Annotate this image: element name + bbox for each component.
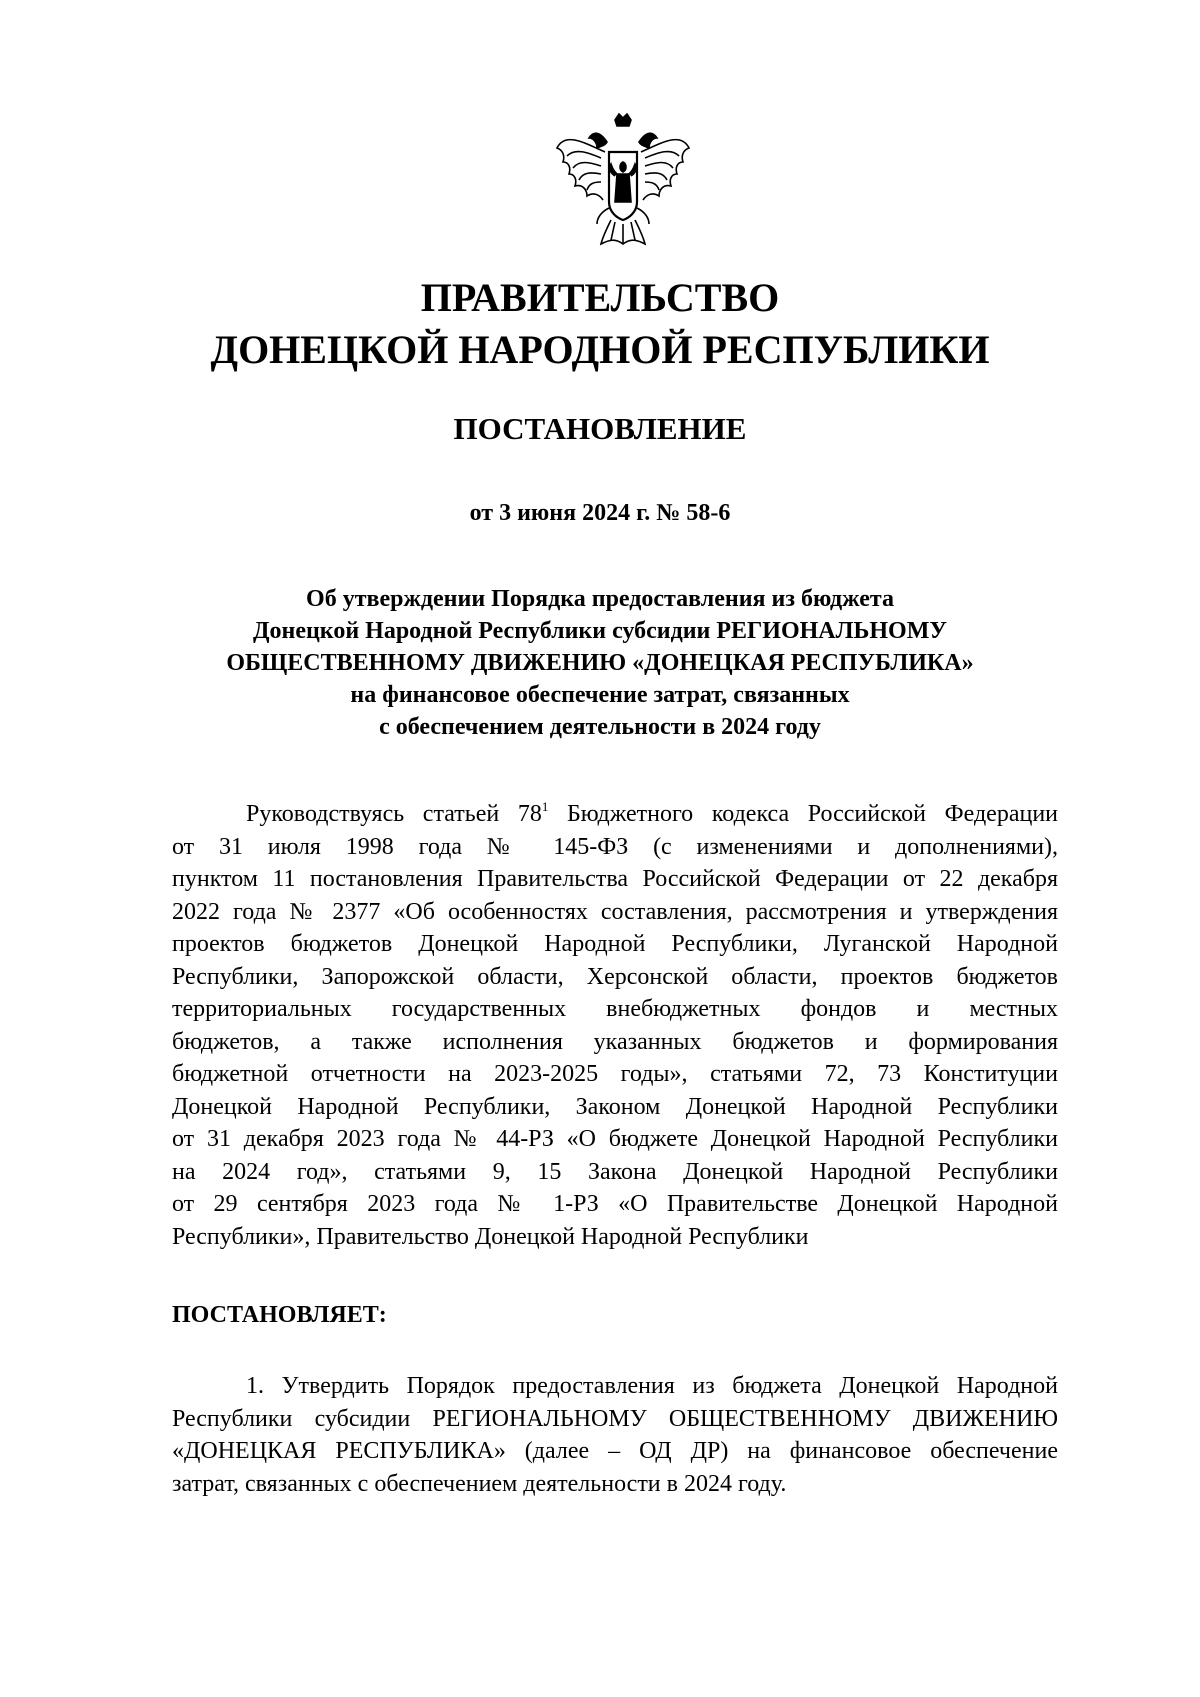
preamble-line: проектов бюджетов Донецкой Народной Республики, Луганской Народной bbox=[172, 931, 1058, 957]
subject-line: Об утверждении Порядка предоставления из бюджета bbox=[306, 586, 894, 612]
double-headed-eagle-icon bbox=[553, 112, 693, 262]
clause-line: «ДОНЕЦКАЯ РЕСПУБЛИКА» (далее – ОД ДР) на финансовое обеспечение bbox=[172, 1438, 1058, 1464]
government-title-line1: ПРАВИТЕЛЬСТВО bbox=[420, 275, 780, 320]
preamble-line1-rest: Бюджетного кодекса Российской Федерации bbox=[548, 801, 1058, 827]
subject-line: Донецкой Народной Республики субсидии РЕГИОНАЛЬНОМУ bbox=[252, 618, 947, 644]
preamble-line: Республики», Правительство Донецкой Народной Республики bbox=[172, 1223, 809, 1250]
preamble-line: от 31 декабря 2023 года № 44-РЗ «О бюджете Донецкой Народной Республики bbox=[172, 1126, 1058, 1152]
preamble-line: бюджетной отчетности на 2023-2025 годы», статьями 72, 73 Конституции bbox=[172, 1061, 1058, 1087]
government-title bbox=[0, 272, 1200, 376]
preamble-line1-text: Руководствуясь статьей 78 bbox=[246, 801, 542, 827]
subject-line: на финансовое обеспечение затрат, связанных bbox=[350, 682, 850, 708]
clause-1 bbox=[172, 1370, 1058, 1500]
document-subject bbox=[0, 583, 1200, 743]
clause-line: 1. Утвердить Порядок предоставления из бюджета Донецкой Народной bbox=[246, 1373, 1058, 1399]
preamble-line: на 2024 год», статьями 9, 15 Закона Донецкой Народной Республики bbox=[172, 1158, 1058, 1185]
article-superscript: 1 bbox=[541, 799, 549, 814]
government-title-line2: ДОНЕЦКОЙ НАРОДНОЙ РЕСПУБЛИКИ bbox=[210, 327, 990, 372]
preamble-line: от 31 июля 1998 года № 145-ФЗ (с изменениями и дополнениями), bbox=[172, 833, 1058, 860]
document-type: ПОСТАНОВЛЕНИЕ bbox=[453, 411, 747, 446]
subject-line: с обеспечением деятельности в 2024 году bbox=[379, 714, 821, 740]
preamble-line: от 29 сентября 2023 года № 1-РЗ «О Правительстве Донецкой Народной bbox=[172, 1191, 1058, 1217]
document-date-number: от 3 июня 2024 г. № 58-6 bbox=[469, 500, 731, 526]
subject-line: ОБЩЕСТВЕННОМУ ДВИЖЕНИЮ «ДОНЕЦКАЯ РЕСПУБЛИКА» bbox=[226, 650, 974, 676]
preamble-line bbox=[172, 798, 1058, 831]
preamble-line: пунктом 11 постановления Правительства Российской Федерации от 22 декабря bbox=[172, 866, 1058, 892]
preamble-paragraph bbox=[172, 798, 1058, 1253]
preamble-line: Донецкой Народной Республики, Законом Донецкой Народной Республики bbox=[172, 1093, 1058, 1120]
clause-line: затрат, связанных с обеспечением деятельности в 2024 году. bbox=[172, 1470, 787, 1497]
preamble-line: Республики, Запорожской области, Херсонской области, проектов бюджетов bbox=[172, 963, 1058, 990]
resolves-heading: ПОСТАНОВЛЯЕТ: bbox=[172, 1302, 387, 1328]
preamble-line: бюджетов, а также исполнения указанных бюджетов и формирования bbox=[172, 1028, 1058, 1055]
preamble-line: территориальных государственных внебюджетных фондов и местных bbox=[172, 996, 1058, 1022]
clause-line: Республики субсидии РЕГИОНАЛЬНОМУ ОБЩЕСТВЕННОМУ ДВИЖЕНИЮ bbox=[172, 1405, 1058, 1432]
preamble-line: 2022 года № 2377 «Об особенностях составления, рассмотрения и утверждения bbox=[172, 898, 1058, 925]
